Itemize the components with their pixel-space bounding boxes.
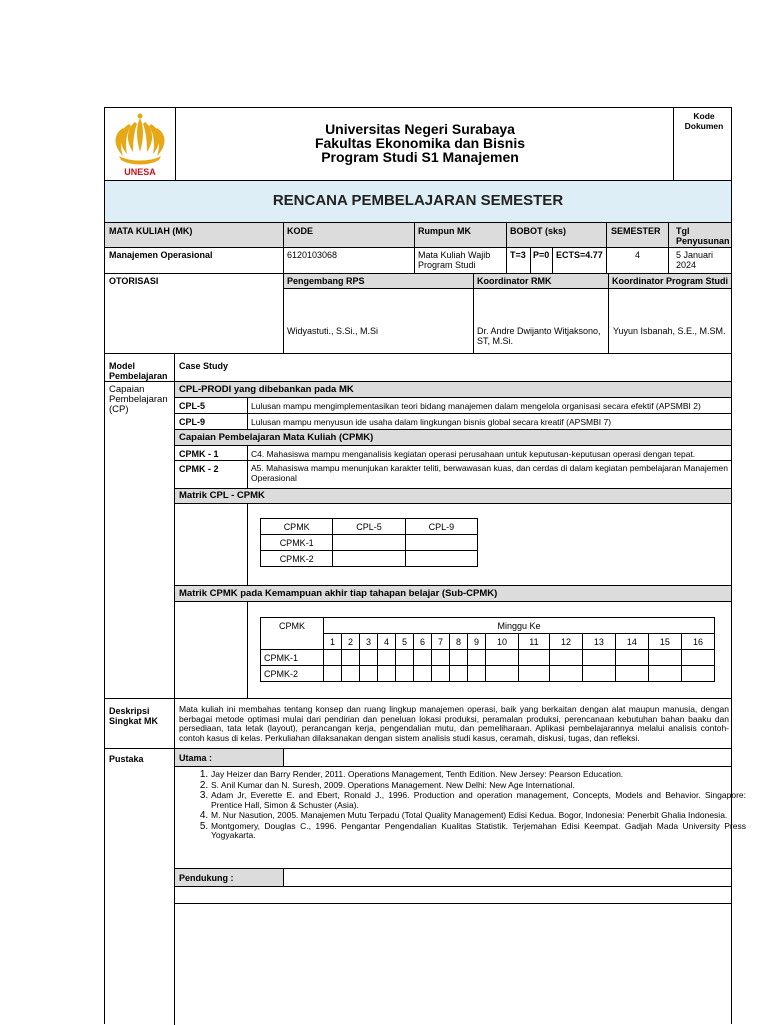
matrik-sub-cpmk-table — [260, 617, 715, 682]
university-name: Universitas Negeri Surabaya — [325, 121, 515, 137]
cpmk-2-code: CPMK - 2 — [179, 464, 219, 474]
matrik2-cell — [342, 650, 360, 666]
cpl-5-code: CPL-5 — [179, 401, 206, 411]
bobot-ects-value: ECTS=4.77 — [556, 250, 603, 260]
document-title: RENCANA PEMBELAJARAN SEMESTER — [272, 192, 564, 209]
semester-header: SEMESTER — [611, 226, 661, 236]
week-number-cell: 11 — [518, 634, 549, 650]
rmk-label: Koordinator RMK — [477, 276, 552, 286]
matrik2-cell — [615, 650, 648, 666]
matrik2-cell — [648, 666, 681, 682]
matrik-cpl-cpmk-table — [260, 518, 478, 567]
matrik2-cell — [450, 650, 468, 666]
matrik1-cell — [405, 551, 477, 567]
week-number-cell: 15 — [648, 634, 681, 650]
matrik2-minggu-header: Minggu Ke — [324, 618, 715, 634]
matrik2-cell — [414, 650, 432, 666]
otorisasi-label: OTORISASI — [109, 276, 159, 286]
model-label: Model Pembelajaran — [109, 361, 168, 381]
matrik2-col-cpmk: CPMK — [261, 618, 324, 650]
rumpun-value: Mata Kuliah Wajib Program Studi — [418, 250, 491, 270]
matrik2-cell — [582, 650, 615, 666]
week-number-cell: 14 — [615, 634, 648, 650]
matrik2-header: Matrik CPMK pada Kemampuan akhir tiap tahapan belajar (Sub-CPMK) — [179, 588, 498, 599]
utama-label: Utama : — [179, 753, 213, 763]
matrik2-cell — [432, 666, 450, 682]
reference-item: 3. Adam Jr, Everette E. and Ebert, Ronald J., 1996. Production and operation management, Concepts, Models and Behavior. Singapore: Prentice Hall, Simon & Schuster (Asia). — [211, 791, 746, 810]
matrik2-cell — [615, 666, 648, 682]
cpmk-1-text: C4. Mahasiswa mampu menganalisis kegiatan operasi perusahaan untuk keputusan-keputusan operasi dengan tepat. — [251, 449, 696, 459]
matrik1-cell — [333, 551, 405, 567]
model-value: Case Study — [179, 361, 229, 371]
week-number-cell: 10 — [486, 634, 519, 650]
pengembang-name: Widyastuti., S.Si., M.Si — [287, 326, 379, 336]
matrik2-cell — [549, 666, 582, 682]
kode-header: KODE — [287, 226, 314, 236]
program-name: Program Studi S1 Manajemen — [321, 149, 519, 165]
matrik2-cell — [342, 666, 360, 682]
matrik1-col-cpl9: CPL-9 — [405, 519, 477, 535]
matrik2-cell — [486, 650, 519, 666]
matrik2-cell — [648, 650, 681, 666]
cpmk-2-text: A5. Mahasiswa mampu menunjukan karakter teliti, berwawasan kuas, dan cerdas di dalam kegiatan pembelajaran Manajemen Operasional — [251, 463, 728, 483]
matrik2-cell — [468, 666, 486, 682]
matrik2-cell — [468, 650, 486, 666]
mk-header: MATA KULIAH (MK) — [109, 226, 193, 236]
matrik1-row-cpmk2: CPMK-2 — [261, 551, 333, 567]
reference-item: 5. Montgomery, Douglas C., 1996. Pengantar Pengendalian Kualitas Statistik. Terjemahan Edisi Keempat. Gadjah Mada University Press Yogyakarta. — [211, 822, 746, 841]
week-number-cell: 4 — [378, 634, 396, 650]
cpl-9-text: Lulusan mampu menyusun ide usaha dalam lingkungan bisnis global secara kreatif (APSMBI 7) — [251, 417, 612, 427]
cp-label: Capaian Pembelajaran (CP) — [109, 384, 168, 415]
matrik2-cell — [549, 650, 582, 666]
prodi-label: Koordinator Program Studi — [612, 276, 729, 286]
rmk-name: Dr. Andre Dwijanto Witjaksono, ST, M.Si. — [477, 326, 601, 346]
week-number-cell: 7 — [432, 634, 450, 650]
matrik2-cell — [432, 650, 450, 666]
pengembang-label: Pengembang RPS — [287, 276, 365, 286]
matrik1-header: Matrik CPL - CPMK — [179, 490, 265, 501]
deskripsi-text: Mata kuliah ini membahas tentang konsep dan ruang lingkup manajemen operasi, baik yang berkaitan dengan alat maupun manusia, dengan berbagai metode optimasi mulai dari pendirian dan peneluan lokasi produksi, peramalan produksi, perencanaan kebutuhan bahan baaku dan persediaan, tata letak (layout), perancangan kerja, pengendalian mutu, dan pemeliharaan. Aplikasi pembelajarannya melalui analisis contoh-contoh kasus di kelas. Perkuliahan dilaksanakan dengan sistem analisis studi kasus, ceramah, diskusi, tugas, dan refleksi. — [179, 704, 729, 743]
semester-value: 4 — [634, 250, 640, 260]
matrik1-row-cpmk1: CPMK-1 — [261, 535, 333, 551]
mk-value: Manajemen Operasional — [109, 250, 213, 260]
matrik2-cell — [378, 650, 396, 666]
reference-item: 1. Jay Heizer dan Barry Render, 2011. Operations Management, Tenth Edition. New Jersey: Pearson Education. — [211, 770, 746, 780]
matrik1-col-cpmk: CPMK — [261, 519, 333, 535]
matrik2-cell — [518, 650, 549, 666]
matrik2-cell — [360, 666, 378, 682]
faculty-name: Fakultas Ekonomika dan Bisnis — [314, 135, 526, 151]
kode-value: 6120103068 — [287, 250, 338, 260]
matrik2-cell — [324, 650, 342, 666]
week-number-cell: 6 — [414, 634, 432, 650]
week-number-cell: 16 — [681, 634, 714, 650]
matrik2-cell — [582, 666, 615, 682]
pustaka-label: Pustaka — [109, 754, 144, 764]
cpl-5-text: Lulusan mampu mengimplementasikan teori bidang manajemen dalam mengelola organisasi secara efektif (APSMBI 2) — [251, 401, 701, 411]
week-number-cell: 8 — [450, 634, 468, 650]
rumpun-header: Rumpun MK — [418, 226, 471, 236]
matrik2-cell — [360, 650, 378, 666]
week-number-cell: 1 — [324, 634, 342, 650]
cpmk-header: Capaian Pembelajaran Mata Kuliah (CPMK) — [179, 432, 374, 443]
tgl-value: 5 Januari 2024 — [676, 250, 714, 270]
week-number-cell: 5 — [396, 634, 414, 650]
kode-dokumen-label: Kode Dokumen — [684, 111, 724, 131]
cpmk-1-code: CPMK - 1 — [179, 449, 219, 459]
matrik2-cell — [396, 650, 414, 666]
matrik2-row-cpmk1: CPMK-1 — [261, 650, 324, 666]
tgl-header: Tgl Penyusunan — [676, 226, 730, 246]
matrik1-cell — [405, 535, 477, 551]
cpl-9-code: CPL-9 — [179, 417, 206, 427]
week-number-cell: 13 — [582, 634, 615, 650]
pendukung-label: Pendukung : — [179, 873, 234, 883]
week-number-cell: 3 — [360, 634, 378, 650]
reference-item: 2. S. Anil Kumar dan N. Suresh, 2009. Operations Management. New Delhi: New Age International. — [211, 781, 746, 791]
reference-item: 4. M. Nur Nasution, 2005. Manajemen Mutu Terpadu (Total Quality Management) Edisi Kedua. Bogor, Indonesia: Penerbit Ghalia Indonesia. — [211, 811, 746, 821]
matrik1-col-cpl5: CPL-5 — [333, 519, 405, 535]
unesa-logo — [109, 112, 171, 178]
reference-list — [193, 770, 746, 842]
matrik2-cell — [681, 666, 714, 682]
logo-text: UNESA — [124, 167, 156, 177]
deskripsi-label: Deskripsi Singkat MK — [109, 706, 159, 726]
matrik1-cell — [333, 535, 405, 551]
matrik2-cell — [324, 666, 342, 682]
rps-document — [104, 107, 746, 1024]
bobot-p-value: P=0 — [533, 250, 550, 260]
bobot-t-value: T=3 — [510, 250, 526, 260]
matrik2-row-cpmk2: CPMK-2 — [261, 666, 324, 682]
week-number-cell: 2 — [342, 634, 360, 650]
week-number-cell: 9 — [468, 634, 486, 650]
matrik2-cell — [486, 666, 519, 682]
week-number-cell: 12 — [549, 634, 582, 650]
matrik2-cell — [681, 650, 714, 666]
cpl-header: CPL-PRODI yang dibebankan pada MK — [179, 384, 354, 395]
matrik2-cell — [414, 666, 432, 682]
matrik2-cell — [378, 666, 396, 682]
bobot-header: BOBOT (sks) — [510, 226, 567, 236]
prodi-name: Yuyun Isbanah, S.E., M.SM. — [613, 326, 726, 336]
matrik2-cell — [450, 666, 468, 682]
matrik2-cell — [518, 666, 549, 682]
matrik2-cell — [396, 666, 414, 682]
